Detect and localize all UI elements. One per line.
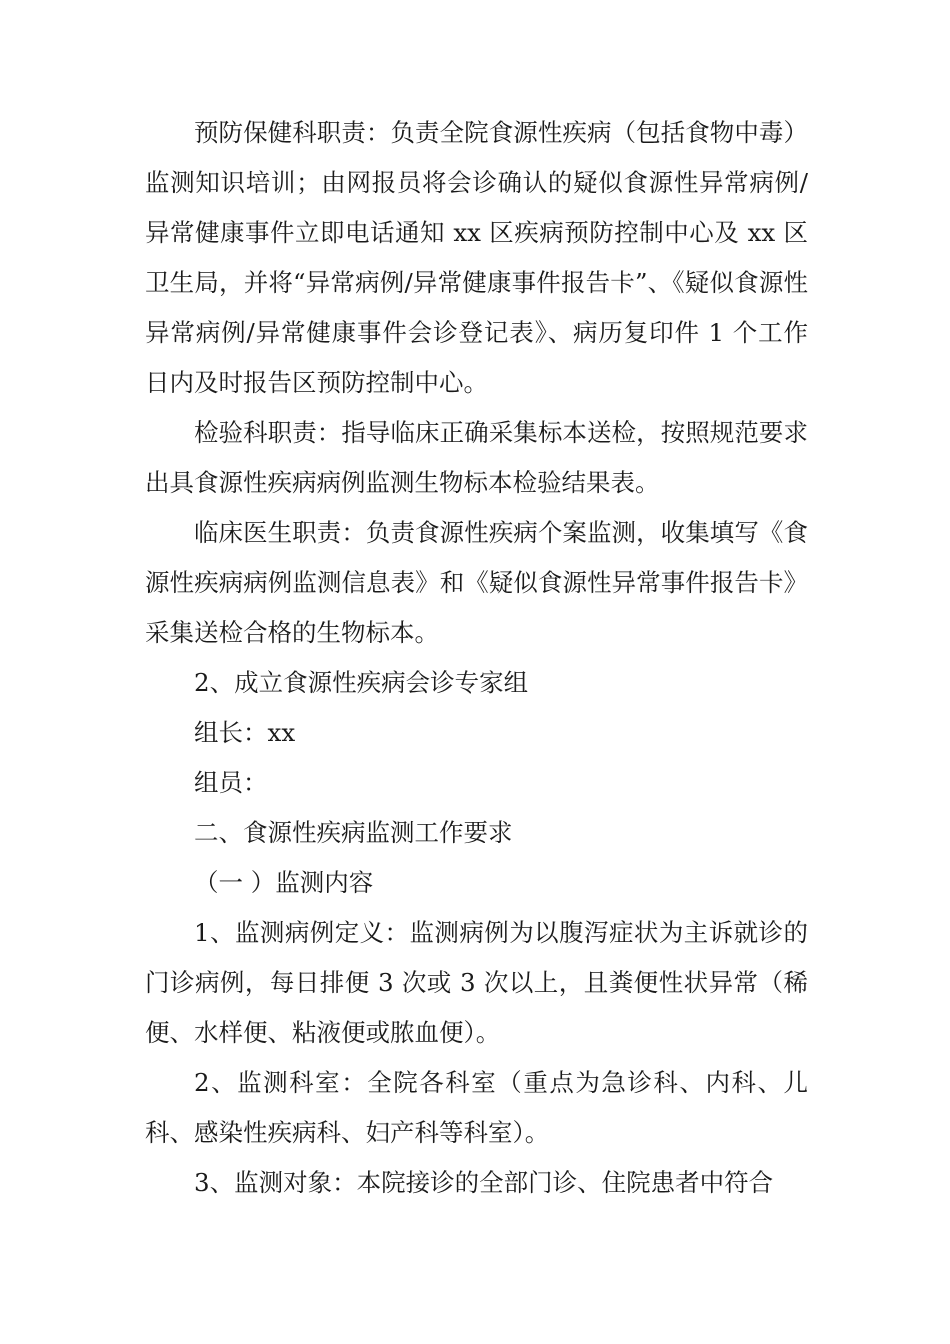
paragraph-group-members: 组员： — [194, 768, 268, 797]
subsection-heading-content: （一 ）监测内容 — [194, 868, 374, 897]
document-body — [145, 108, 808, 1208]
paragraph-departments: 2、监测科室：全院各科室（重点为急诊科、内科、儿科、感染性疾病科、妇产科等科室）。 — [145, 1068, 808, 1147]
paragraph-targets: 3、监测对象：本院接诊的全部门诊、住院患者中符合 — [194, 1168, 774, 1197]
paragraph-expert-group-heading: 2、成立食源性疾病会诊专家组 — [194, 668, 529, 697]
paragraph-lab-duties: 检验科职责：指导临床正确采集标本送检，按照规范要求出具食源性疾病病例监测生物标本检验结果表。 — [145, 418, 808, 497]
paragraph-group-leader: 组长：xx — [194, 718, 296, 747]
paragraph-clinician-duties: 临床医生职责：负责食源性疾病个案监测，收集填写《食源性疾病病例监测信息表》和《疑似食源性异常事件报告卡》采集送检合格的生物标本。 — [145, 518, 808, 647]
section-heading-requirements: 二、食源性疾病监测工作要求 — [194, 818, 513, 847]
paragraph-case-definition: 1、监测病例定义：监测病例为以腹泻症状为主诉就诊的门诊病例，每日排便 3 次或 3 次以上，且粪便性状异常（稀便、水样便、粘液便或脓血便）。 — [145, 918, 808, 1047]
paragraph-prevention-duties: 预防保健科职责：负责全院食源性疾病（包括食物中毒）监测知识培训；由网报员将会诊确认的疑似食源性异常病例/异常健康事件立即电话通知 xx 区疾病预防控制中心及 xx 区卫生局，并将“异常病例/异常健康事件报告卡”、《疑似食源性异常病例/异常健康事件会诊登记表》、病历复印件 1 个工作日内及时报告区预防控制中心。 — [145, 118, 808, 397]
